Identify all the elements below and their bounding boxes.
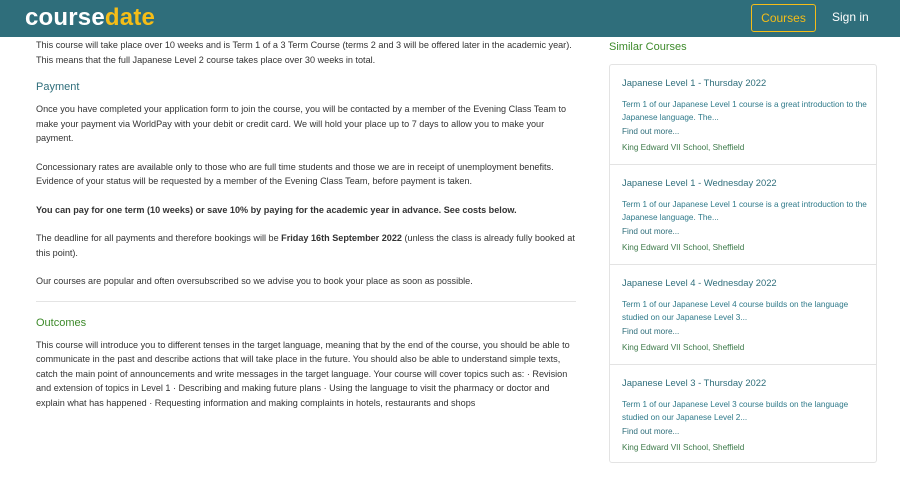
deadline-date: Friday 16th September 2022 bbox=[281, 233, 402, 243]
similar-course-location: King Edward VII School, Sheffield bbox=[622, 343, 745, 352]
similar-course-location: King Edward VII School, Sheffield bbox=[622, 143, 745, 152]
section-divider bbox=[36, 301, 576, 302]
similar-course-title-link[interactable]: Japanese Level 3 - Thursday 2022 bbox=[622, 377, 767, 388]
similar-courses-list bbox=[609, 64, 877, 463]
coursedate-logo[interactable] bbox=[25, 4, 155, 32]
deadline-lead-text: The deadline for all payments and therefore bookings will be bbox=[36, 233, 282, 243]
similar-course-description: Term 1 of our Japanese Level 1 course is a great introduction to the Japanese language. The... bbox=[622, 200, 867, 222]
find-out-more-link[interactable]: Find out more... bbox=[622, 127, 680, 136]
similar-course-description: Term 1 of our Japanese Level 4 course builds on the language studied on our Japanese Level 3... bbox=[622, 300, 849, 322]
courses-button[interactable]: Courses bbox=[751, 4, 816, 32]
similar-course-card bbox=[610, 265, 876, 365]
logo-part-date: date bbox=[104, 4, 156, 31]
find-out-more-link[interactable]: Find out more... bbox=[622, 327, 680, 336]
top-navbar bbox=[0, 0, 900, 37]
deadline-tail-text: (unless the class is already fully booked at this point). bbox=[36, 233, 575, 258]
outcomes-heading: Outcomes bbox=[36, 316, 87, 329]
payment-paragraph-1: Once you have completed your application form to join the course, you will be contacted by a member of the Evening Class Team to make your payment via WorldPay with your debit or credit card. We will hold your place up to 7 days to allow you to make your payment. bbox=[36, 104, 567, 143]
payment-paragraph-2: Concessionary rates are available only to those who are full time students and those we are in receipt of unemployment benefits. Evidence of your status will be requested by a member of the Evening Class Team, before payment is taken. bbox=[36, 161, 554, 186]
sign-in-link[interactable]: Sign in bbox=[832, 10, 869, 24]
similar-courses-title: Similar Courses bbox=[609, 41, 687, 53]
similar-course-description: Term 1 of our Japanese Level 1 course is a great introduction to the Japanese language. The... bbox=[622, 100, 867, 122]
payment-heading: Payment bbox=[36, 81, 80, 93]
outcomes-text: This course will introduce you to different tenses in the target language, meaning that by the end of the course, you should be able to communicate in the past and describe actions that will take place in the future. You should also be able to understand simple texts, catch the main point of announcements and write messages in the target language. Your course will cover topics such as: · Revision and extension of topics in Level 1 · Describing and making future plans · Using the language to visit the pharmacy or doctor and explain what has happened · Requesting information and making complaints in hotels, restaurants and shops bbox=[36, 339, 570, 408]
similar-course-description: Term 1 of our Japanese Level 3 course builds on the language studied on our Japanese Level 2... bbox=[622, 400, 849, 422]
similar-course-title-link[interactable]: Japanese Level 4 - Wednesday 2022 bbox=[622, 277, 777, 288]
similar-course-title-link[interactable]: Japanese Level 1 - Thursday 2022 bbox=[622, 77, 767, 88]
find-out-more-link[interactable]: Find out more... bbox=[622, 227, 680, 236]
payment-paragraph-3: You can pay for one term (10 weeks) or save 10% by paying for the academic year in advance. See costs below. bbox=[36, 204, 517, 215]
similar-course-title-link[interactable]: Japanese Level 1 - Wednesday 2022 bbox=[622, 177, 777, 188]
similar-course-card bbox=[610, 65, 876, 165]
logo-part-course: course bbox=[25, 4, 105, 31]
similar-course-card bbox=[610, 165, 876, 265]
payment-deadline-text bbox=[36, 231, 576, 260]
similar-course-card bbox=[610, 365, 876, 462]
course-intro-text: This course will take place over 10 weeks and is Term 1 of a 3 Term Course (terms 2 and 3 will be offered later in the academic year). This means that the full Japanese Level 2 course takes place over 30 weeks in total. bbox=[36, 40, 572, 65]
find-out-more-link[interactable]: Find out more... bbox=[622, 427, 680, 436]
similar-course-location: King Edward VII School, Sheffield bbox=[622, 243, 745, 252]
similar-course-location: King Edward VII School, Sheffield bbox=[622, 443, 745, 452]
payment-paragraph-5: Our courses are popular and often oversubscribed so we advise you to book your place as soon as possible. bbox=[36, 276, 473, 286]
course-details bbox=[36, 37, 576, 410]
